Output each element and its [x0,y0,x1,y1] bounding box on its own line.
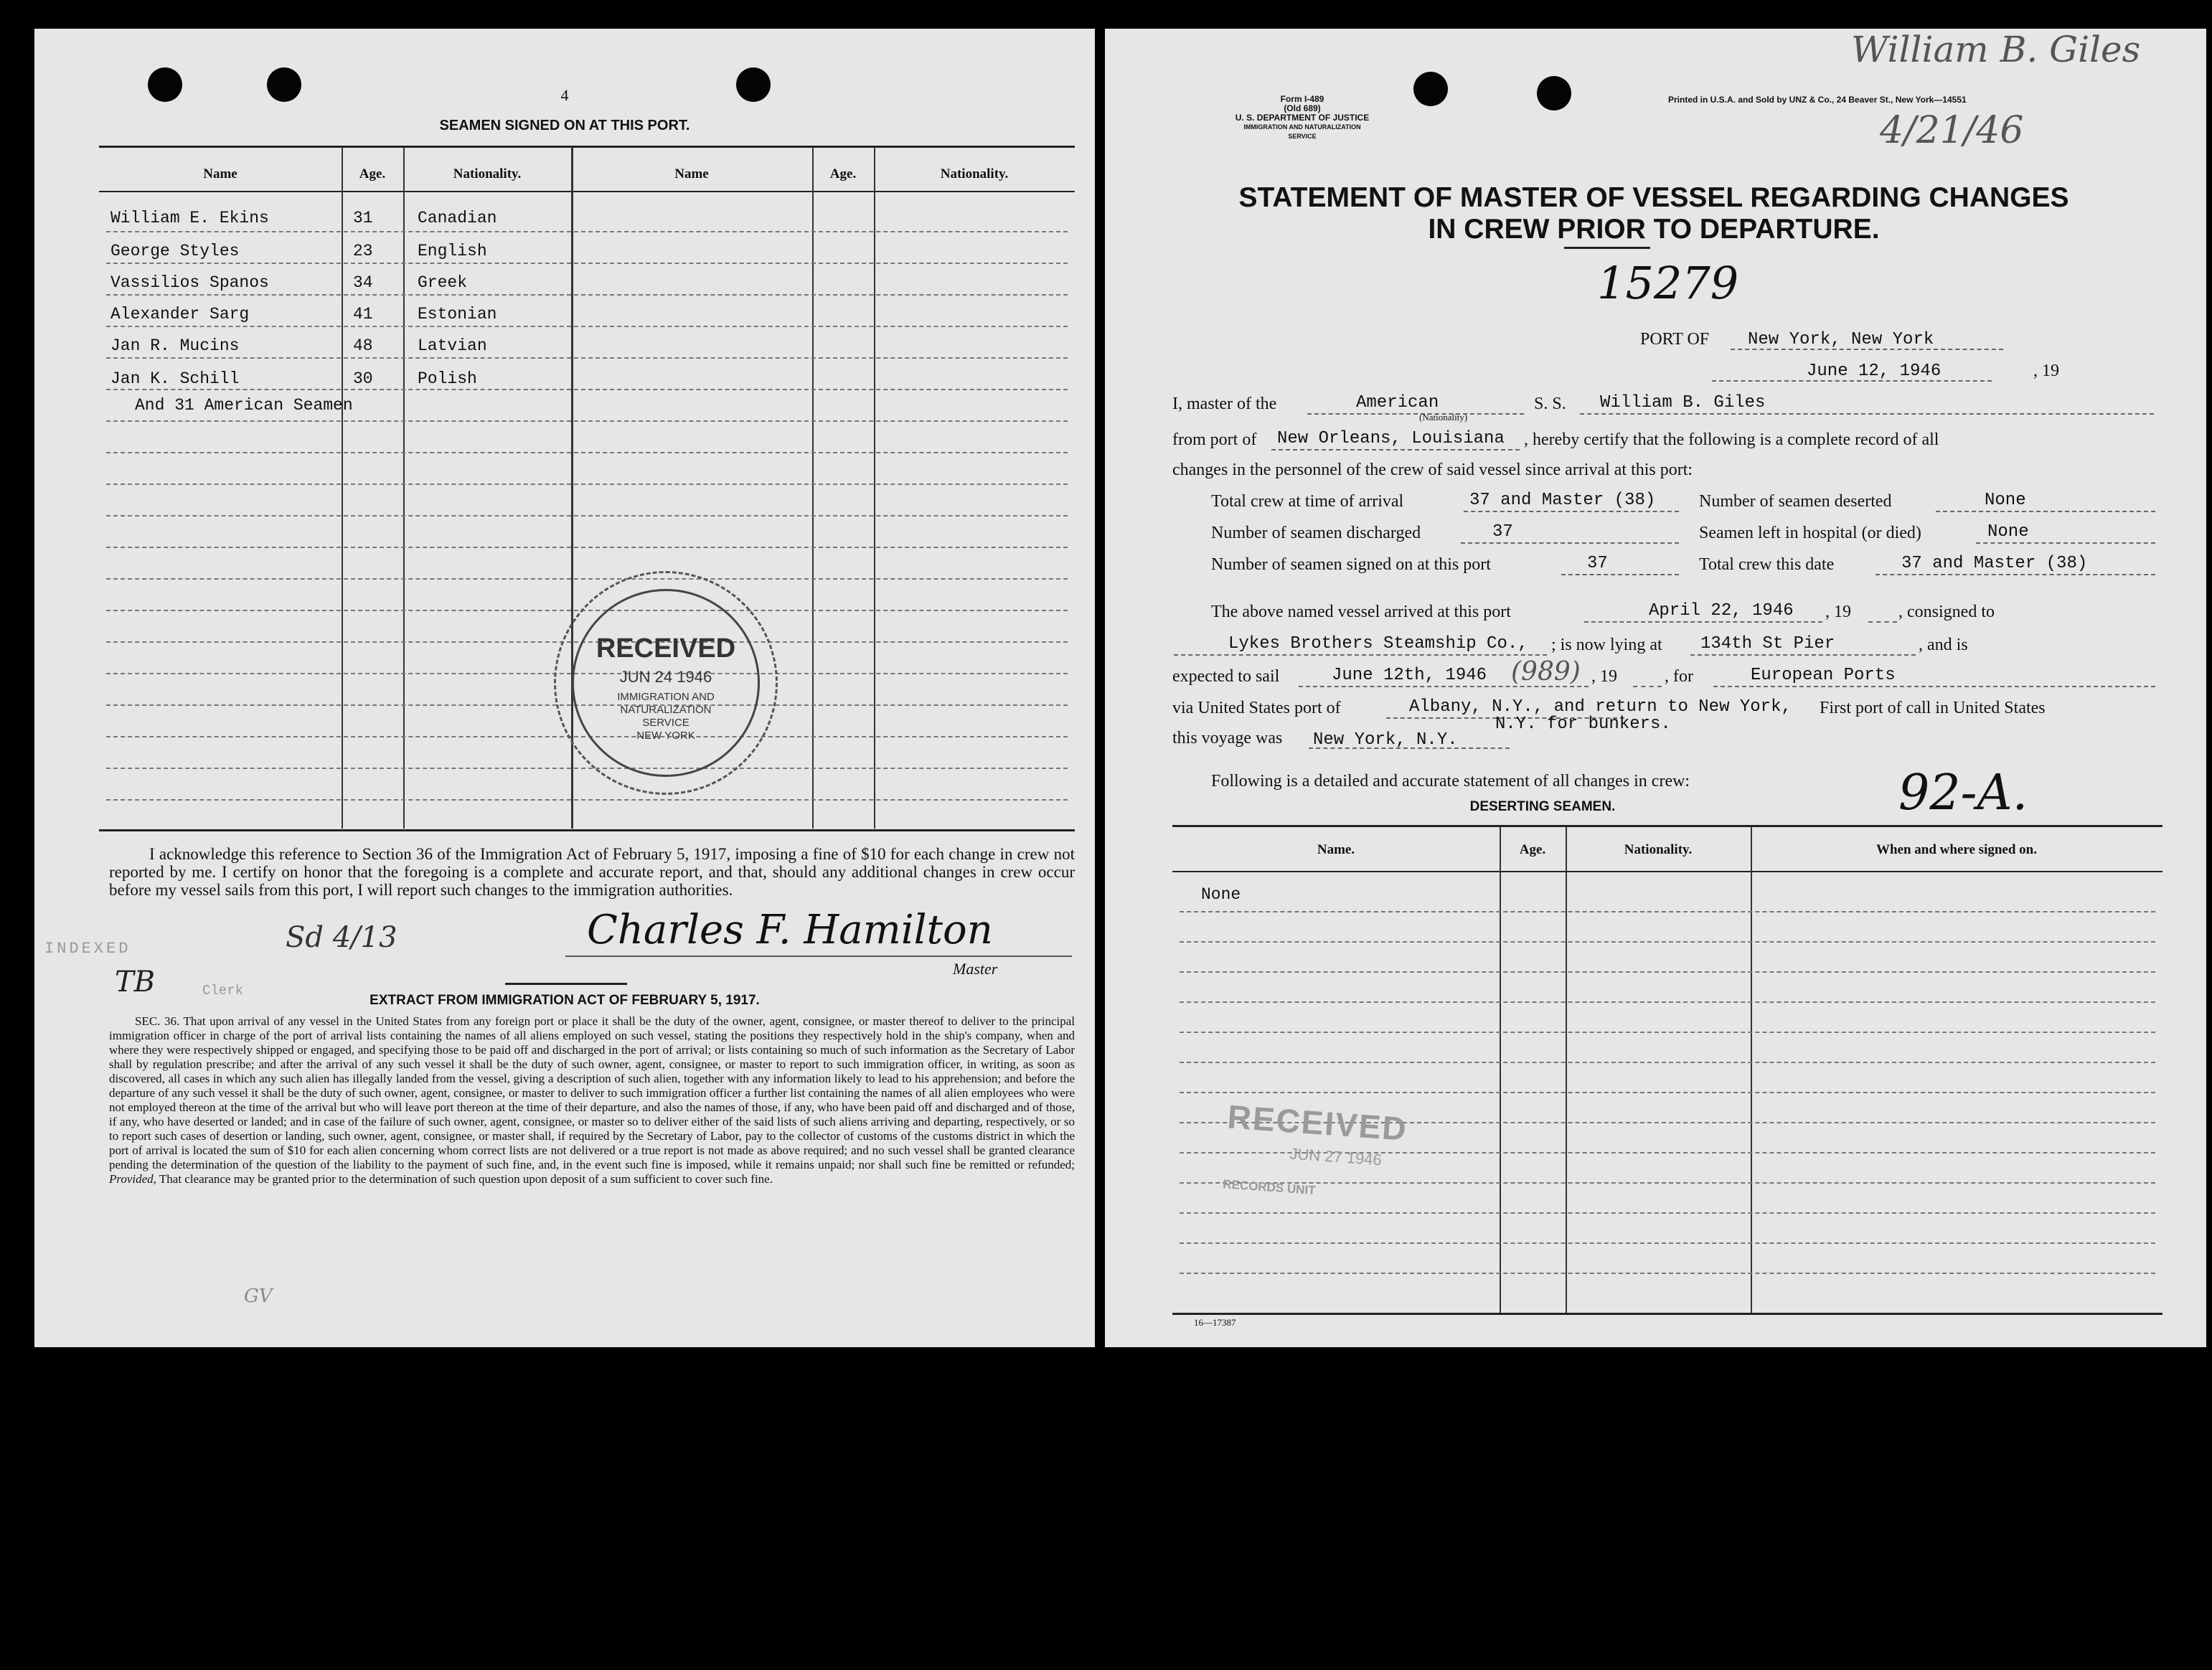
and-is-label: , and is [1919,636,1968,654]
handwritten-date: 4/21/46 [1880,109,2024,152]
fill-line [1976,542,2155,544]
sail-hand-note: (989) [1511,657,1581,687]
via-label: via United States port of [1172,699,1341,717]
arrived-year-prefix: , 19 [1825,603,1851,621]
table-bottom-rule [1172,1313,2162,1315]
from-port-value: New Orleans, Louisiana [1277,429,1505,448]
discharged-label: Number of seamen discharged [1211,524,1421,542]
fill-line [1464,511,1679,512]
first-port-label: First port of call in United States [1820,699,2046,717]
sail-value: June 12th, 1946 [1332,666,1487,685]
via-value-continued: N.Y. for bunkers. [1495,714,1671,734]
clerk-initials: TB [115,966,156,999]
seaman-nationality: Polish [418,369,477,388]
col-header-nationality: Nationality. [940,166,1009,181]
seaman-age: 41 [353,305,373,324]
row-rule [106,515,1068,516]
handwritten-file-number: 15279 [1597,257,1739,309]
row-rule [106,420,1068,422]
fill-line [1584,621,1822,623]
page-number: 4 [560,86,569,104]
deserted-value: None [1985,491,2026,510]
fill-line [1633,686,1662,687]
deserted-label: Number of seamen deserted [1699,492,1892,511]
row-rule [106,326,1068,327]
printer-line: Printed in U.S.A. and Sold by UNZ & Co., 24 Beaver St., New York—14551 [1668,95,1967,105]
lying-label: ; is now lying at [1551,636,1662,654]
col-header-age: Age. [359,166,386,181]
indexed-initials: Sd 4/13 [286,921,397,954]
col-header-nationality: Nationality. [453,166,522,181]
row-rule [106,483,1068,485]
ship-name-value: William B. Giles [1600,393,1766,412]
sail-year-prefix: , 19 [1591,667,1617,686]
ss-label: S. S. [1534,395,1566,413]
consignee-value: Lykes Brothers Steamship Co., [1228,634,1528,654]
col-divider [342,147,343,829]
via-value: Albany, N.Y., and return to New York, [1409,697,1792,717]
col-header-name: Name [203,166,237,181]
total-today-value: 37 and Master (38) [1901,554,2088,573]
additional-seamen-note: And 31 American Seamen [135,396,353,415]
seaman-age: 23 [353,242,373,260]
seaman-age: 30 [353,369,373,388]
changes-text: changes in the personnel of the crew of said vessel since arrival at this port: [1172,461,1693,479]
row-rule [1180,911,2155,912]
nationality-caption: (Nationality) [1419,412,1468,423]
seaman-nationality: Canadian [418,209,497,227]
col-header-age: Age. [1519,842,1546,857]
indexed-stamp: INDEXED [44,940,131,958]
row-rule [106,231,1068,232]
fill-line [1936,511,2155,512]
fill-line [1713,686,2155,687]
seaman-name: William E. Ekins [110,209,269,227]
port-value: New York, New York [1748,330,1934,349]
seaman-name: George Styles [110,242,240,260]
fill-line [1580,413,2154,415]
col-header-name: Name. [1317,842,1355,857]
seaman-nationality: Latvian [418,336,487,355]
table-header-rule [1172,871,2162,872]
col-divider [812,147,814,829]
row-rule [1180,971,2155,973]
col-header-age: Age. [829,166,857,181]
total-crew-label: Total crew at time of arrival [1211,492,1404,511]
seaman-age: 34 [353,273,373,292]
from-port-label: from port of [1172,430,1257,449]
row-rule [1180,1062,2155,1063]
table-top-rule [99,146,1075,148]
row-rule [106,452,1068,453]
extract-divider [505,983,627,985]
row-rule [106,578,1068,580]
col-header-name: Name [674,166,709,181]
row-rule [1180,941,2155,943]
row-rule [106,547,1068,548]
binder-hole [1537,76,1571,110]
acknowledgement-text: I acknowledge this reference to Section 36 of the Immigration Act of February 5, 1917, imposing a fine of $10 for each change in crew not reported by me. I certify on honor that the foregoing is a complete and accurate report, and that, should any additional changes in crew occur before my vessel sails from this port, I will report such changes to the immigration authorities. [109,845,1075,899]
master-label: Master [953,960,998,978]
signed-on-value: 37 [1587,554,1608,573]
row-rule [1180,1001,2155,1003]
row-rule [106,768,1068,769]
col-header-nationality: Nationality. [1624,842,1693,857]
fill-line [1876,574,2155,575]
left-page [34,29,1095,1347]
table-top-rule [1172,825,2162,827]
row-rule [106,799,1068,801]
row-rule [1180,1242,2155,1244]
hospital-value: None [1987,522,2029,542]
seaman-name: Alexander Sarg [110,305,250,324]
table-bottom-rule [99,829,1075,831]
fill-line [1271,449,1520,450]
signature-line [565,956,1072,957]
voyage-label: this voyage was [1172,729,1283,747]
certify-text: , hereby certify that the following is a complete record of all [1524,430,1939,449]
clerk-label: Clerk [202,983,244,999]
row-rule [1180,1273,2155,1274]
extract-title: EXTRACT FROM IMMIGRATION ACT OF FEBRUARY 5, 1917. [370,993,760,1008]
col-divider [1751,826,1752,1313]
fill-line [1561,574,1679,575]
row-rule [1180,1212,2155,1214]
row-rule [106,389,1068,390]
master-signature: Charles F. Hamilton [587,907,993,953]
form-title: STATEMENT OF MASTER OF VESSEL REGARDING CHANGES IN CREW PRIOR TO DEPARTURE. [1238,182,2069,245]
total-crew-value: 37 and Master (38) [1469,491,1656,510]
row-rule [106,294,1068,296]
title-divider [1564,247,1650,249]
seaman-name: Vassilios Spanos [110,273,269,292]
sail-label: expected to sail [1172,667,1280,686]
arrived-value: April 22, 1946 [1649,601,1794,621]
col-divider [1566,826,1567,1313]
arrived-label: The above named vessel arrived at this port [1211,603,1511,621]
following-text: Following is a detailed and accurate statement of all changes in crew: [1211,772,1690,791]
received-stamp: RECEIVED JUN 24 1946 IMMIGRATION AND NATURALIZATION SERVICE NEW YORK [554,571,778,795]
handwritten-vessel-name: William B. Giles [1851,29,2141,70]
bottom-initials: GV [244,1285,273,1307]
date-value: June 12, 1946 [1807,362,1942,381]
received-stamp-faint: RECEIVED JUN 27 1946 RECORDS UNIT [1222,1098,1409,1198]
hospital-label: Seamen left in hospital (or died) [1699,524,1921,542]
nationality-value: American [1356,393,1439,412]
row-rule [106,357,1068,359]
col-header-signed-on: When and where signed on. [1876,842,2037,857]
master-of-label: I, master of the [1172,395,1277,413]
fill-line [1461,542,1679,544]
deserting-first-entry: None [1201,885,1241,904]
row-rule [1180,1092,2155,1093]
fill-line [1174,654,1547,656]
fill-line [1690,654,1916,656]
footer-code: 16—17387 [1194,1317,1236,1328]
for-label: , for [1665,667,1693,686]
section-36-text: SEC. 36. That upon arrival of any vessel in the United States from any foreign port or place it shall be the duty of the owner, agent, consignee, or master thereof to deliver to the principal immigration officer in charge of the port of arrival lists containing the names of all aliens employed on such vessel, stating the positions they respectively hold in the ship's company, when and where they were respectively shipped or engaged, and specifying those to be paid off and discharged in the port of arrival; or lists containing so much of such information as the Secretary of Labor shall by regulation prescribe; and after the arrival of any such vessel it shall be the duty of such owner, agent, consignee, or master to report to such immigration officer, in writing, as soon as discovered, all cases in which any such alien has illegally landed from the vessel, giving a description of such alien, together with any information likely to lead to his apprehension; and before the departure of any such vessel it shall be the duty of such owner, agent, consignee, or master to deliver to such immigration officer a further list containing the names of all alien employees who were not employed thereon at the time of the arrival but who will leave port thereon at the time of their departure, and also the names of those, if any, who have been paid off and discharged and of those, if any, who have deserted or landed; and in case of the failure of such owner, agent, consignee, or master so to deliver either of the said lists of such aliens arriving and departing, respectively, or so to report such cases of desertion or landing, such owner, agent, consignee, or master shall, if required by the Secretary of Labor, pay to the collector of customs of the customs district in which the port of arrival is located the sum of $10 for each alien concerning whom correct lists are not delivered or a true report is not made as above required; and no such vessel shall be granted clearance pending the determination of the question of the liability to the payment of such fine, and, in the event such fine is imposed, while it remains unpaid; nor shall such fine be remitted or refunded; Provided, That clearance may be granted prior to the determination of such question upon deposit of a sum sufficient to cover such fine. [109,1014,1075,1186]
discharged-value: 37 [1492,522,1513,542]
port-label: PORT OF [1640,330,1710,349]
fill-line [1307,413,1524,415]
binder-hole [1413,72,1448,106]
for-value: European Ports [1751,666,1896,685]
voyage-value: New York, N.Y. [1313,730,1458,750]
deserting-heading: DESERTING SEAMEN. [1469,799,1616,814]
form-header: Form I-489 (Old 689) U. S. DEPARTMENT OF JUSTICE IMMIGRATION AND NATURALIZATION SERVICE [1235,94,1370,140]
consigned-label: , consigned to [1898,603,1995,621]
col-divider [403,147,405,829]
signed-on-heading: SEAMEN SIGNED ON AT THIS PORT. [439,118,690,133]
seaman-name: Jan R. Mucins [110,336,240,355]
lying-value: 134th St Pier [1700,634,1835,654]
seaman-nationality: Greek [418,273,468,292]
handwritten-code: 92-A. [1898,765,2028,821]
seaman-age: 48 [353,336,373,355]
right-page [1105,29,2206,1347]
table-header-rule [99,191,1075,192]
col-divider [874,147,875,829]
total-today-label: Total crew this date [1699,555,1835,574]
date-year-prefix: , 19 [2033,362,2059,380]
seaman-nationality: Estonian [418,305,497,324]
fill-line [1868,621,1897,623]
row-rule [1180,1032,2155,1033]
seaman-name: Jan K. Schill [110,369,240,388]
col-divider [1500,826,1501,1313]
signed-on-label: Number of seamen signed on at this port [1211,555,1491,574]
seaman-nationality: English [418,242,487,260]
seaman-age: 31 [353,209,373,227]
row-rule [106,263,1068,264]
